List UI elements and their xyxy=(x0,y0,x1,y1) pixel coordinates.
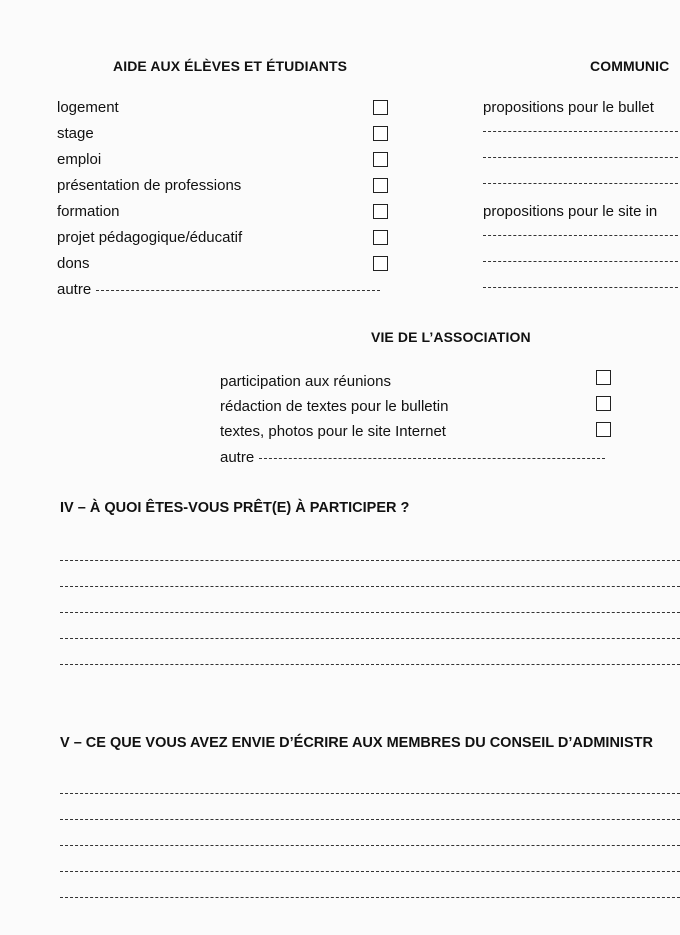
site-line-1[interactable] xyxy=(483,235,680,236)
aide-autre-label: autre xyxy=(57,281,92,298)
aide-item-stage: stage xyxy=(57,125,94,142)
section-v-line-4[interactable] xyxy=(60,871,680,872)
communication-bulletin-label: propositions pour le bullet xyxy=(483,99,654,116)
checkbox-dons[interactable] xyxy=(373,256,388,271)
checkbox-formation[interactable] xyxy=(373,204,388,219)
section-iv-line-3[interactable] xyxy=(60,612,680,613)
aide-autre-row xyxy=(57,281,380,299)
vie-item-textes-photos: textes, photos pour le site Internet xyxy=(220,423,446,440)
aide-autre-line[interactable] xyxy=(96,290,380,291)
section-v-line-1[interactable] xyxy=(60,793,680,794)
aide-item-formation: formation xyxy=(57,203,120,220)
checkbox-projet[interactable] xyxy=(373,230,388,245)
section-iv-line-4[interactable] xyxy=(60,638,680,639)
section-iv-line-1[interactable] xyxy=(60,560,680,561)
checkbox-presentation[interactable] xyxy=(373,178,388,193)
section-v-line-5[interactable] xyxy=(60,897,680,898)
bulletin-line-1[interactable] xyxy=(483,131,680,132)
vie-item-reunions: participation aux réunions xyxy=(220,373,391,390)
checkbox-textes-photos[interactable] xyxy=(596,422,611,437)
communication-title: COMMUNIC xyxy=(590,58,670,74)
bulletin-line-2[interactable] xyxy=(483,157,680,158)
vie-autre-row xyxy=(220,449,605,467)
checkbox-stage[interactable] xyxy=(373,126,388,141)
aide-section-title: AIDE AUX ÉLÈVES ET ÉTUDIANTS xyxy=(113,58,348,74)
aide-item-projet: projet pédagogique/éducatif xyxy=(57,229,243,246)
aide-item-logement: logement xyxy=(57,99,119,116)
aide-item-emploi: emploi xyxy=(57,151,102,168)
vie-autre-line[interactable] xyxy=(259,458,605,459)
section-iv-line-5[interactable] xyxy=(60,664,680,665)
vie-item-redaction: rédaction de textes pour le bulletin xyxy=(220,398,449,415)
site-line-3[interactable] xyxy=(483,287,680,288)
section-v-title: V – CE QUE VOUS AVEZ ENVIE D’ÉCRIRE AUX MEMBRES DU CONSEIL D’ADMINISTR xyxy=(60,735,653,751)
checkbox-logement[interactable] xyxy=(373,100,388,115)
section-iv-title: IV – À QUOI ÊTES-VOUS PRÊT(E) À PARTICIPER ? xyxy=(60,500,410,516)
section-v-line-2[interactable] xyxy=(60,819,680,820)
checkbox-redaction[interactable] xyxy=(596,396,611,411)
vie-autre-label: autre xyxy=(220,449,255,466)
communication-site-label: propositions pour le site in xyxy=(483,203,658,220)
bulletin-line-3[interactable] xyxy=(483,183,680,184)
section-v-line-3[interactable] xyxy=(60,845,680,846)
aide-item-presentation: présentation de professions xyxy=(57,177,242,194)
section-iv-line-2[interactable] xyxy=(60,586,680,587)
site-line-2[interactable] xyxy=(483,261,680,262)
checkbox-emploi[interactable] xyxy=(373,152,388,167)
vie-section-title: VIE DE L’ASSOCIATION xyxy=(371,329,531,345)
aide-item-dons: dons xyxy=(57,255,90,272)
checkbox-reunions[interactable] xyxy=(596,370,611,385)
